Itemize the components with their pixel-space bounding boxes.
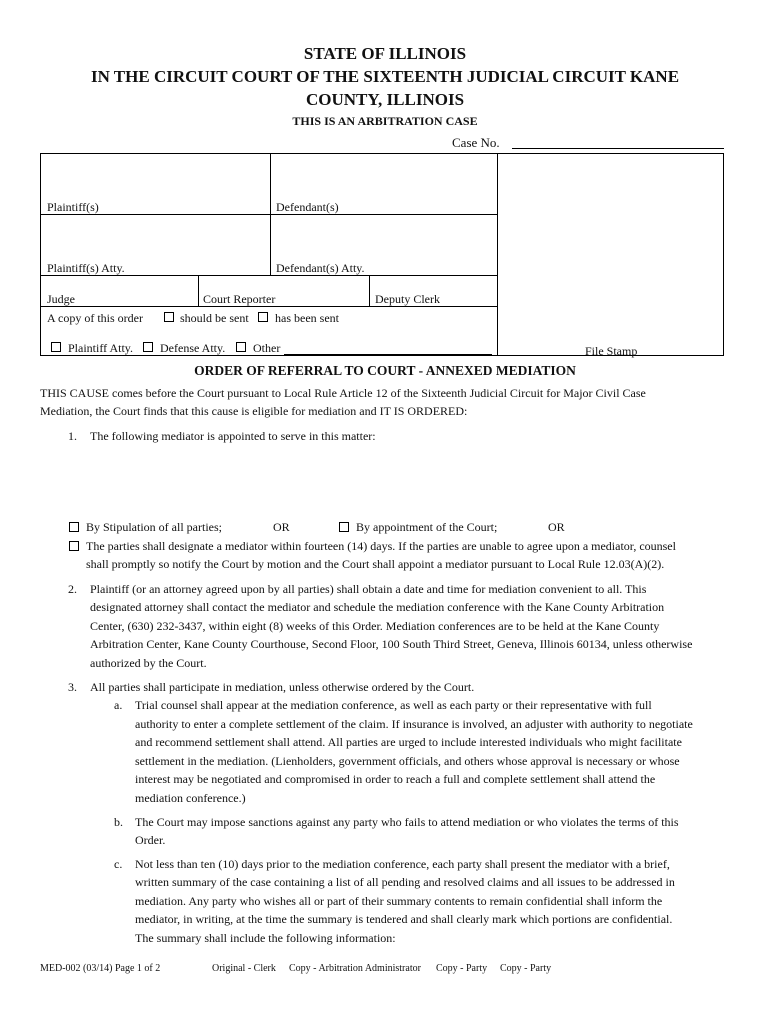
or-label-1: OR	[273, 520, 290, 534]
sub-a-line-1: Trial counsel shall appear at the mediation conference, as well as each party or their representative with full	[135, 698, 652, 712]
item-1-number: 1.	[68, 429, 77, 443]
other-checkbox[interactable]	[236, 342, 246, 352]
appointment-label: By appointment of the Court;	[356, 520, 498, 534]
defendant-atty-label: Defendant(s) Atty.	[276, 261, 365, 275]
should-be-sent-checkbox[interactable]	[164, 312, 174, 322]
sub-a-line-2: authority to enter a complete settlement of the claim. If insurance is involved, an adjuster with authority to negotiate	[135, 717, 693, 731]
judge-label: Judge	[47, 292, 75, 306]
file-stamp-label: File Stamp	[585, 344, 638, 358]
sub-c-line-4: mediator, in writing, at the time the summary is tendered and shall clearly mark which portions are confidential.	[135, 912, 673, 926]
defense-atty-checkbox[interactable]	[143, 342, 153, 352]
order-title: ORDER OF REFERRAL TO COURT - ANNEXED MEDIATION	[194, 363, 576, 378]
case-no-field[interactable]	[512, 132, 724, 149]
has-been-sent-checkbox[interactable]	[258, 312, 268, 322]
appointment-checkbox[interactable]	[339, 522, 349, 532]
plaintiff-atty-checkbox[interactable]	[51, 342, 61, 352]
copy-order-label: A copy of this order	[47, 311, 143, 325]
sub-c-line-1: Not less than ten (10) days prior to the mediation conference, each party shall present the mediator with a brief,	[135, 857, 670, 871]
designate-checkbox[interactable]	[69, 541, 79, 551]
intro-line-1: THIS CAUSE comes before the Court pursuant to Local Rule Article 12 of the Sixteenth Judicial Circuit for Major Civil Case	[40, 386, 646, 400]
stipulation-checkbox[interactable]	[69, 522, 79, 532]
sub-b-label: b.	[114, 815, 123, 829]
sub-a-line-4: settlement in the mediation. (Lienholders, government officials, and others whose approval is necessary or whose	[135, 754, 680, 768]
sub-c-label: c.	[114, 857, 123, 871]
footer-original: Original - Clerk	[212, 963, 276, 974]
sub-b-line-1: The Court may impose sanctions against any party who fails to attend mediation or who violates the terms of this	[135, 815, 679, 829]
item-1-text: The following mediator is appointed to serve in this matter:	[90, 429, 376, 443]
sub-b-line-2: Order.	[135, 833, 166, 847]
heading-court: IN THE CIRCUIT COURT OF THE SIXTEENTH JUDICIAL CIRCUIT KANE	[90, 67, 680, 86]
plaintiff-label: Plaintiff(s)	[47, 200, 99, 214]
or-label-2: OR	[548, 520, 565, 534]
sub-a-line-3: and recommend settlement shall attend. All parties are urged to include interested individuals who might facilitate	[135, 735, 682, 749]
item-2-line-3: Center, (630) 232-3437, within eight (8) weeks of this Order. Mediation conferences are to be held at the Kane County	[90, 619, 660, 633]
defendant-label: Defendant(s)	[276, 200, 339, 214]
defense-atty-cb-label: Defense Atty.	[160, 341, 226, 355]
sub-a-line-6: mediation conference.)	[135, 791, 246, 805]
deputy-clerk-label: Deputy Clerk	[375, 292, 440, 306]
item-3-text: All parties shall participate in mediation, unless otherwise ordered by the Court.	[90, 680, 475, 694]
footer-copy-party-1: Copy - Party	[436, 963, 488, 974]
should-be-sent-label: should be sent	[180, 311, 249, 325]
court-reporter-label: Court Reporter	[203, 292, 276, 306]
item-3-number: 3.	[68, 680, 77, 694]
sub-a-line-5: interest may be negotiated and compromised in order to reach a full and complete settlement shall attend the	[135, 772, 656, 786]
item-2-line-5: authorized by the Court.	[90, 656, 207, 670]
case-no-label: Case No.	[452, 135, 500, 150]
other-line	[284, 354, 492, 355]
item-2-line-2: designated attorney shall contact the mediator and schedule the mediation conference with the Kane County Arbitration	[90, 600, 665, 614]
item-2-line-4: Arbitration Center, Kane County Courthouse, Second Floor, 100 South Third Street, Geneva, Illinois 60134, unless otherwise	[90, 637, 693, 651]
footer-form-id: MED-002 (03/14) Page 1 of 2	[40, 963, 161, 974]
designate-line-1: The parties shall designate a mediator within fourteen (14) days. If the parties are unable to agree upon a mediator, counsel	[86, 539, 676, 553]
has-been-sent-label: has been sent	[275, 311, 339, 325]
other-cb-label: Other	[253, 341, 281, 355]
item-2-line-1: Plaintiff (or an attorney agreed upon by all parties) shall obtain a date and time for mediation convenient to all. This	[90, 582, 647, 596]
footer-copy-admin: Copy - Arbitration Administrator	[289, 963, 421, 974]
heading-state: STATE OF ILLINOIS	[303, 44, 467, 63]
plaintiff-atty-cb-label: Plaintiff Atty.	[68, 341, 134, 355]
heading-county: COUNTY, ILLINOIS	[305, 90, 465, 109]
sub-a-label: a.	[114, 698, 123, 712]
item-2-number: 2.	[68, 582, 77, 596]
stipulation-label: By Stipulation of all parties;	[86, 520, 222, 534]
sub-c-line-5: The summary shall include the following information:	[135, 931, 396, 945]
intro-line-2: Mediation, the Court finds that this cause is eligible for mediation and IT IS ORDERED:	[40, 404, 468, 418]
arbitration-notice: THIS IS AN ARBITRATION CASE	[292, 114, 478, 128]
designate-line-2: shall promptly so notify the Court by motion and the Court shall appoint a mediator pursuant to Local Rule 12.03(A)(2).	[86, 557, 665, 571]
footer-copy-party-2: Copy - Party	[500, 963, 552, 974]
plaintiff-atty-label: Plaintiff(s) Atty.	[47, 261, 125, 275]
sub-c-line-2: written summary of the case containing a list of all pending and resolved claims and all issues to be addressed in	[135, 875, 675, 889]
sub-c-line-3: mediation. Any party who wishes all or part of their summary contents to remain confidential shall inform the	[135, 894, 663, 908]
